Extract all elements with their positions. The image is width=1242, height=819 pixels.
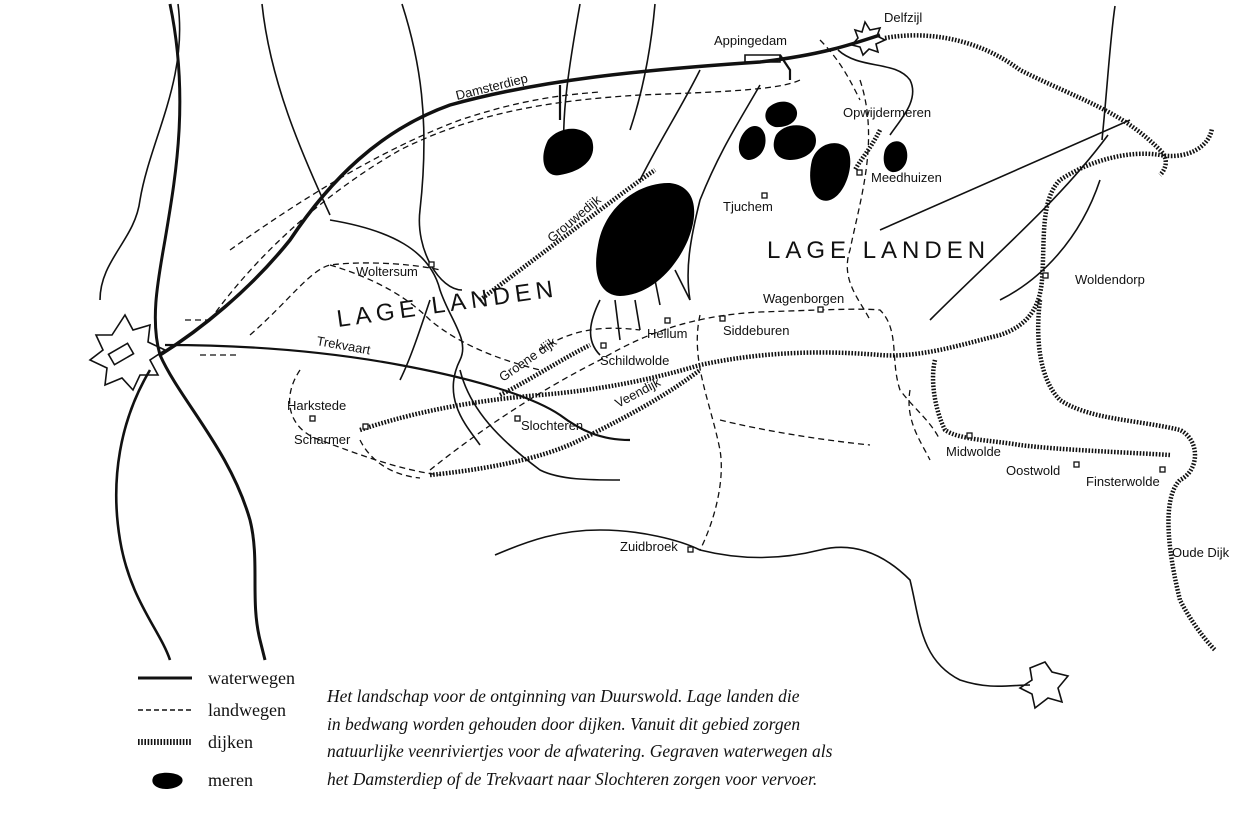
- place-oostwold: Oostwold: [1006, 463, 1061, 478]
- label-damsterdiep: Damsterdiep: [454, 70, 530, 103]
- place-appingedam: Appingedam: [714, 33, 787, 48]
- legend-label-landwegen: landwegen: [208, 699, 286, 720]
- region-lage-landen-west: LAGE LANDEN: [335, 275, 560, 333]
- legend: [136, 662, 326, 796]
- town-markers: [90, 22, 1068, 708]
- legend-label-dijken: dijken: [208, 731, 253, 752]
- caption-line: het Damsterdiep of de Trekvaart naar Slochteren zorgen voor vervoer.: [327, 768, 818, 789]
- label-trekvaart: Trekvaart: [315, 333, 372, 358]
- place-opwijdermeren: Opwijdermeren: [843, 105, 932, 120]
- place-woltersum: Woltersum: [356, 264, 418, 279]
- place-finsterwolde: Finsterwolde: [1086, 474, 1160, 489]
- legend-label-meren: meren: [208, 769, 253, 790]
- label-groene-dijk: Groene dijk: [496, 334, 560, 385]
- place-schildwolde: Schildwolde: [600, 353, 670, 368]
- lake-blob-icon: [136, 770, 194, 790]
- place-siddeburen: Siddeburen: [723, 323, 790, 338]
- caption-line: Het landschap voor de ontginning van Duurswold. Lage landen die: [327, 686, 800, 706]
- place-midwolde: Midwolde: [946, 444, 1001, 459]
- place-scharmer: Scharmer: [294, 432, 351, 447]
- label-grouwedijk: Grouwedijk: [544, 192, 604, 246]
- lake: [739, 126, 766, 160]
- place-wagenborgen: Wagenborgen: [763, 291, 845, 306]
- dike-hatched-line-icon: [136, 732, 194, 752]
- legend-row-landwegen: [136, 694, 326, 726]
- caption-line: natuurlijke veenriviertjes voor de afwatering. Gegraven waterwegen als: [327, 741, 833, 761]
- road-dashed-line-icon: [136, 700, 194, 720]
- groningen-star-icon: [90, 315, 165, 390]
- map-caption: [327, 683, 927, 793]
- lake: [810, 143, 850, 201]
- waterway-line-icon: [136, 668, 194, 688]
- place-woldendorp: Woldendorp: [1075, 272, 1145, 287]
- region-lage-landen-east: LAGE LANDEN: [767, 237, 991, 264]
- legend-row-dijken: [136, 726, 326, 758]
- legend-row-meren: [136, 764, 326, 796]
- lake: [774, 125, 816, 160]
- place-meedhuizen: Meedhuizen: [871, 170, 942, 185]
- place-harkstede: Harkstede: [287, 398, 347, 413]
- village-markers: [310, 170, 1165, 552]
- lake: [765, 102, 797, 128]
- place-tjuchem: Tjuchem: [723, 199, 773, 214]
- lake: [543, 129, 593, 176]
- label-veendijk: Veendijk: [612, 374, 663, 411]
- caption-line: in bedwang worden gehouden door dijken. Vanuit dit gebied zorgen: [327, 713, 801, 734]
- place-delfzijl: Delfzijl: [884, 10, 923, 25]
- lake: [884, 141, 908, 172]
- place-slochteren: Slochteren: [521, 418, 584, 433]
- legend-label-waterwegen: waterwegen: [208, 667, 295, 688]
- place-hellum: Hellum: [647, 326, 688, 341]
- legend-row-waterwegen: [136, 662, 326, 694]
- place-zuidbroek: Zuidbroek: [620, 539, 678, 554]
- place-oude-dijk: Oude Dijk: [1172, 545, 1230, 560]
